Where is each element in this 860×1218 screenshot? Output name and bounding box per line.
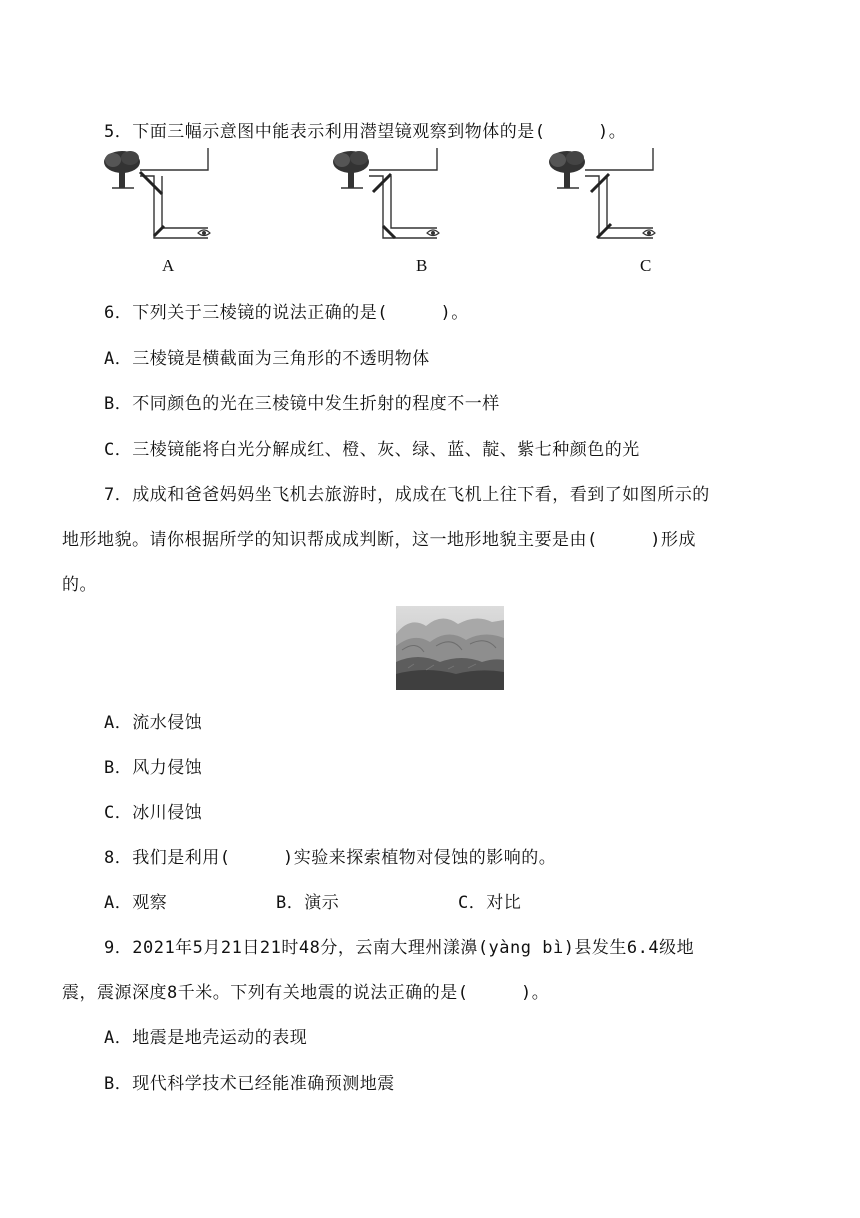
q7-stem-line2: 地形地貌。请你根据所学的知识帮成成判断，这一地形地貌主要是由( )形成 (62, 530, 696, 550)
tree-icon (549, 151, 585, 188)
periscope-figure-a (100, 146, 212, 244)
figure-b-caption: B (416, 256, 428, 275)
q7-option-c: C．冰川侵蚀 (104, 803, 203, 823)
q7-option-a: A．流水侵蚀 (104, 713, 203, 733)
q8-option-c: C．对比 (458, 893, 522, 913)
landform-photo (396, 606, 504, 690)
q6-stem: 6．下列关于三棱镜的说法正确的是( )。 (104, 303, 469, 323)
q8-stem: 8．我们是利用( )实验来探索植物对侵蚀的影响的。 (104, 848, 557, 868)
q8-option-b: B．演示 (276, 893, 340, 913)
tree-icon (333, 151, 369, 188)
q7-stem-line1: 7．成成和爸爸妈妈坐飞机去旅游时，成成在飞机上往下看，看到了如图所示的 (104, 485, 710, 505)
mirror-bottom (154, 226, 164, 236)
tree-icon (104, 151, 140, 188)
periscope-tube (585, 148, 653, 238)
q9-option-a: A．地震是地壳运动的表现 (104, 1028, 308, 1048)
periscope-figure-b (329, 146, 441, 244)
periscope-tube (369, 148, 437, 238)
q7-option-b: B．风力侵蚀 (104, 758, 203, 778)
figure-a-caption: A (162, 256, 175, 275)
q9-stem-line2: 震，震源深度8千米。下列有关地震的说法正确的是( )。 (62, 983, 550, 1003)
q7-stem-line3: 的。 (62, 575, 97, 595)
eye-icon (643, 230, 655, 236)
figure-c-caption: C (640, 256, 652, 275)
eye-icon (427, 230, 439, 236)
q6-option-c: C．三棱镜能将白光分解成红、橙、灰、绿、蓝、靛、紫七种颜色的光 (104, 440, 640, 460)
periscope-figure-c (545, 146, 657, 244)
q8-option-a: A．观察 (104, 893, 168, 913)
q6-option-b: B．不同颜色的光在三棱镜中发生折射的程度不一样 (104, 394, 500, 414)
q9-option-b: B．现代科学技术已经能准确预测地震 (104, 1074, 395, 1094)
q9-stem-line1: 9．2021年5月21日21时48分，云南大理州漾濞(yàng bì)县发生6.4级地 (104, 938, 695, 958)
periscope-tube (140, 148, 208, 238)
eye-icon (198, 230, 210, 236)
q6-option-a: A．三棱镜是横截面为三角形的不透明物体 (104, 349, 430, 369)
q5-stem: 5．下面三幅示意图中能表示利用潜望镜观察到物体的是( )。 (104, 122, 627, 142)
